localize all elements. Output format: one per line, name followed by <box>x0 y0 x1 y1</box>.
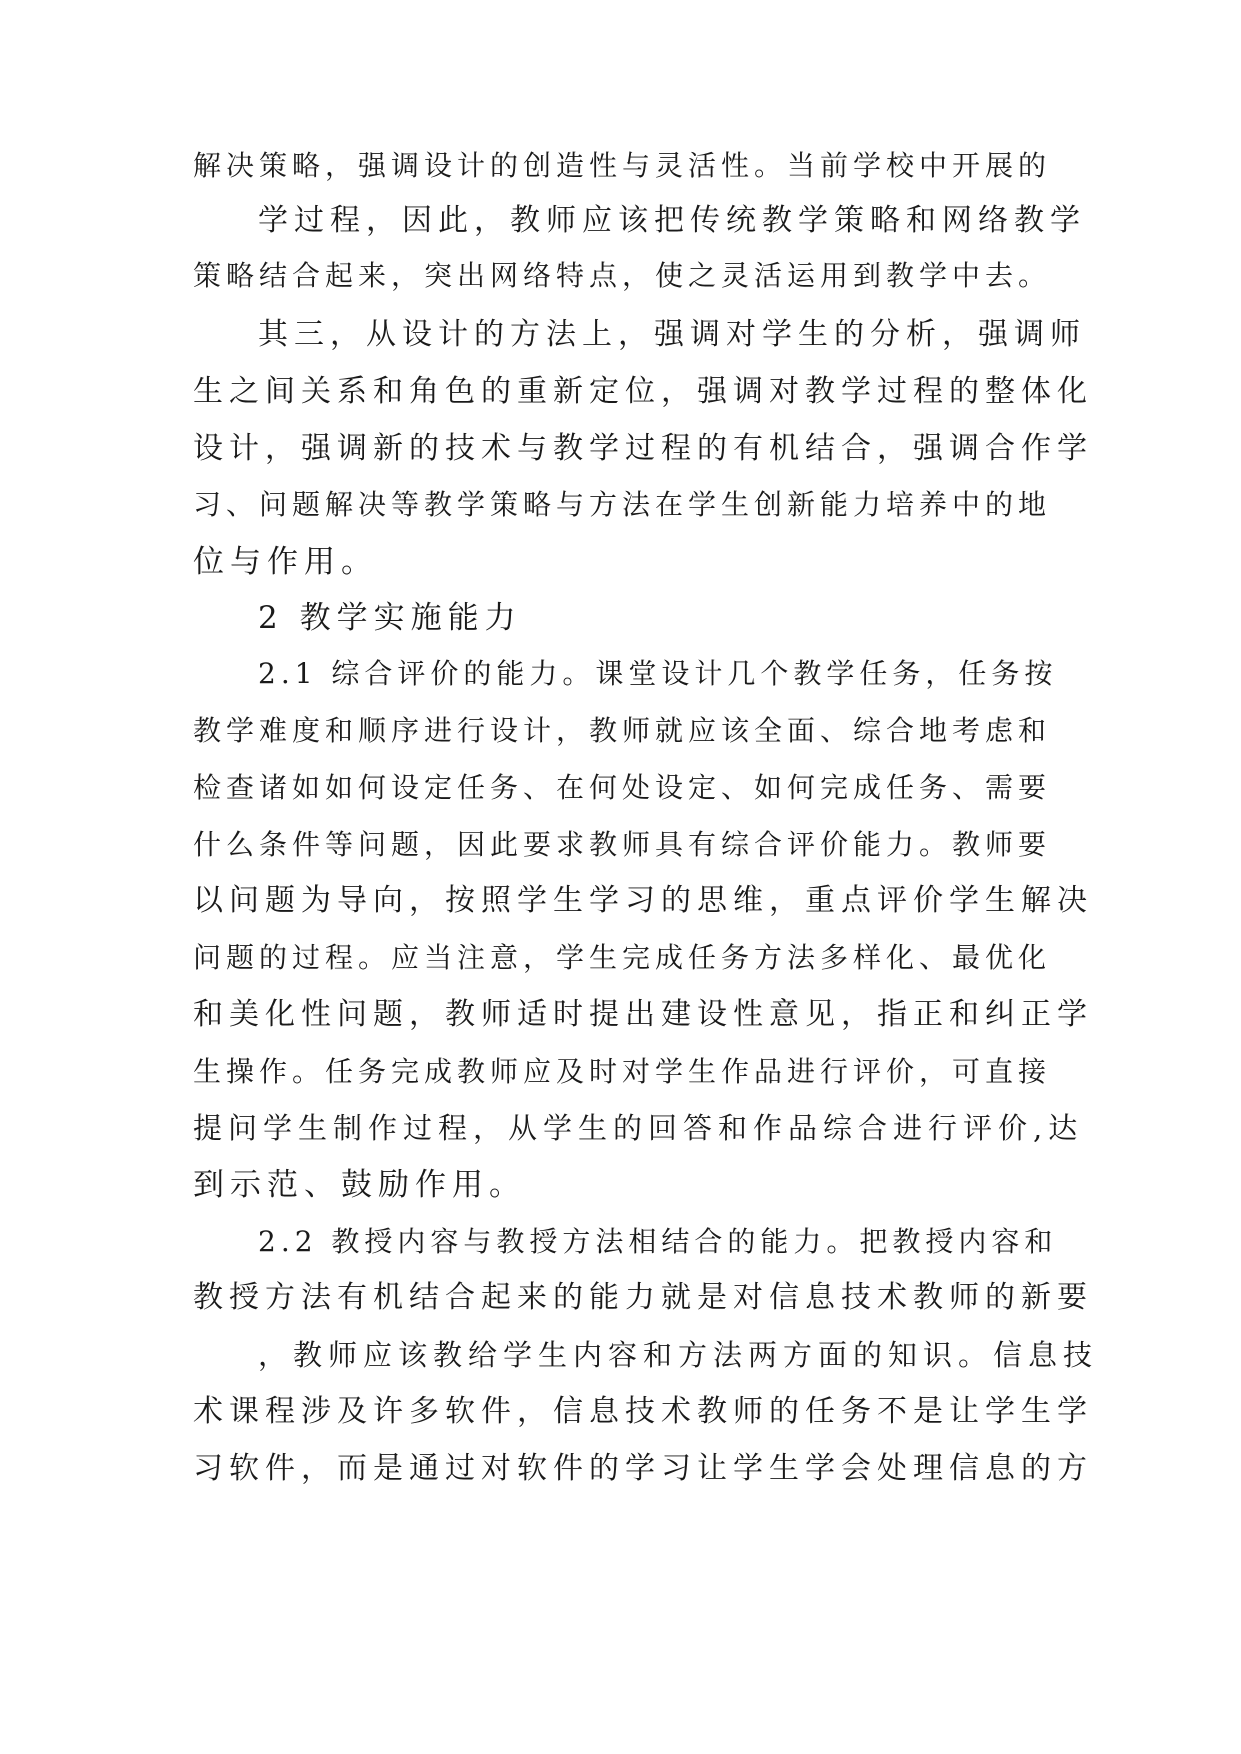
text-line: 教学难度和顺序进行设计，教师就应该全面、综合地考虑和 <box>193 714 1052 747</box>
text-line: 设计，强调新的技术与教学过程的有机结合，强调合作学 <box>193 431 1093 466</box>
text-line: 2.2 教授内容与教授方法相结合的能力。把教授内容和 <box>258 1225 1058 1258</box>
text-line: ，教师应该教给学生内容和方法两方面的知识。信息技 <box>258 1338 1099 1372</box>
text-line: 学过程，因此，教师应该把传统教学策略和网络教学 <box>258 203 1086 238</box>
text-line: 和美化性问题，教师适时提出建设性意见，指正和纠正学 <box>193 997 1093 1032</box>
text-line: 2.1 综合评价的能力。课堂设计几个教学任务，任务按 <box>258 657 1058 690</box>
text-line: 生操作。任务完成教师应及时对学生作品进行评价，可直接 <box>193 1055 1052 1088</box>
text-line: 策略结合起来，突出网络特点，使之灵活运用到教学中去。 <box>193 259 1052 292</box>
text-line: 位与作用。 <box>193 544 378 580</box>
text-line: 问题的过程。应当注意，学生完成任务方法多样化、最优化 <box>193 941 1052 974</box>
text-line: 习、问题解决等教学策略与方法在学生创新能力培养中的地 <box>193 488 1052 521</box>
text-line: 以问题为导向，按照学生学习的思维，重点评价学生解决 <box>193 883 1093 918</box>
text-line: 提问学生制作过程，从学生的回答和作品综合进行评价,达 <box>193 1111 1084 1145</box>
section-heading: 2 教学实施能力 <box>258 600 522 636</box>
text-line: 术课程涉及许多软件，信息技术教师的任务不是让学生学 <box>193 1394 1093 1429</box>
text-line: 教授方法有机结合起来的能力就是对信息技术教师的新要 <box>193 1280 1093 1315</box>
text-line: 什么条件等问题，因此要求教师具有综合评价能力。教师要 <box>193 828 1052 861</box>
text-line: 检查诸如如何设定任务、在何处设定、如何完成任务、需要 <box>193 771 1052 804</box>
text-line: 其三，从设计的方法上，强调对学生的分析，强调师 <box>258 317 1086 352</box>
text-line: 习软件，而是通过对软件的学习让学生学会处理信息的方 <box>193 1451 1093 1486</box>
text-line: 解决策略，强调设计的创造性与灵活性。当前学校中开展的 <box>193 149 1052 182</box>
text-line: 生之间关系和角色的重新定位，强调对教学过程的整体化 <box>193 374 1093 409</box>
text-line: 到示范、鼓励作用。 <box>193 1167 526 1203</box>
